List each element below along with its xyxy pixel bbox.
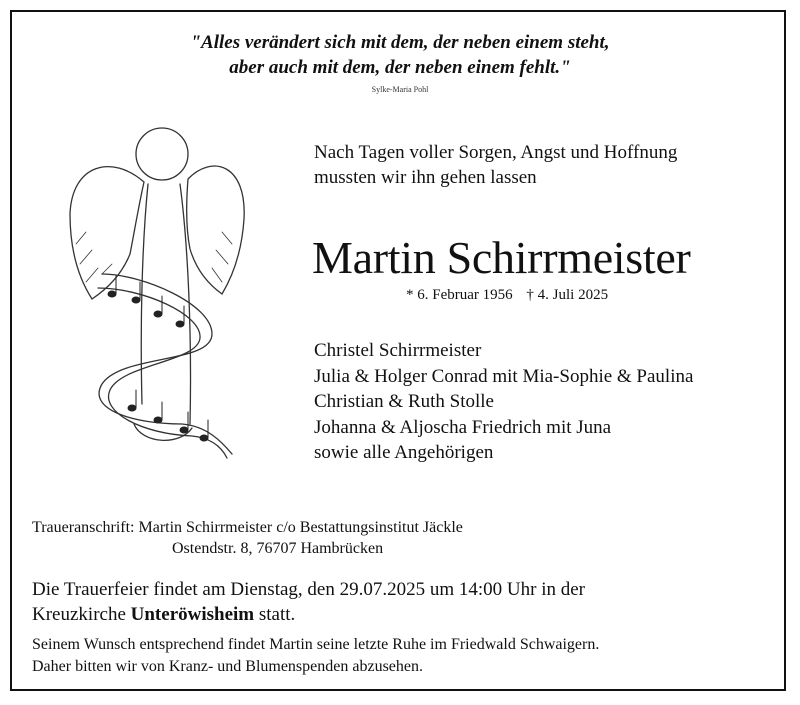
intro-line-2: mussten wir ihn gehen lassen: [314, 167, 537, 188]
mourner: sowie alle Angehörigen: [314, 442, 494, 463]
quote-line-1: "Alles verändert sich mit dem, der neben einem steht,: [190, 32, 610, 53]
mourner: Johanna & Aljoscha Friedrich mit Juna: [314, 416, 612, 438]
service-end: statt.: [254, 604, 296, 625]
death-date: † 4. Juli 2025: [526, 287, 609, 303]
mourner: Julia & Holger Conrad mit Mia-Sophie & Paulina: [314, 365, 694, 387]
mourners-list: [314, 338, 693, 466]
quote-line-2: aber auch mit dem, der neben einem fehlt.": [229, 57, 571, 78]
service-place: Unteröwisheim: [130, 604, 255, 625]
birth-date: * 6. Februar 1956: [406, 287, 513, 303]
service-line-1: Die Trauerfeier findet am Dienstag, den 29.07.2025 um 14:00 Uhr in der: [32, 579, 585, 600]
life-dates: [406, 287, 618, 304]
wish-line-2: Daher bitten wir von Kranz- und Blumenspenden abzusehen.: [32, 658, 423, 675]
wish-line-1: Seinem Wunsch entsprechend findet Martin seine letzte Ruhe im Friedwald Schwaigern.: [32, 636, 600, 653]
deceased-name: Martin Schirrmeister: [312, 232, 691, 283]
mourner: Christel Schirrmeister: [314, 340, 482, 361]
angel-drawing: [62, 124, 247, 464]
address-line-1: Traueranschrift: Martin Schirrmeister c/o Bestattungsinstitut Jäckle: [32, 519, 463, 536]
quote: [0, 30, 800, 80]
mourning-address: [32, 517, 463, 559]
quote-author: Sylke-Maria Pohl: [371, 85, 429, 94]
service-line-2: [32, 602, 772, 627]
funeral-service-text: [32, 577, 772, 627]
wish-text: [32, 634, 782, 678]
intro-line-1: Nach Tagen voller Sorgen, Angst und Hoffnung: [314, 142, 678, 163]
intro-text: [314, 140, 677, 190]
mourner: Christian & Ruth Stolle: [314, 391, 494, 412]
service-church: Kreuzkirche: [32, 604, 131, 625]
address-line-2: Ostendstr. 8, 76707 Hambrücken: [172, 540, 384, 557]
